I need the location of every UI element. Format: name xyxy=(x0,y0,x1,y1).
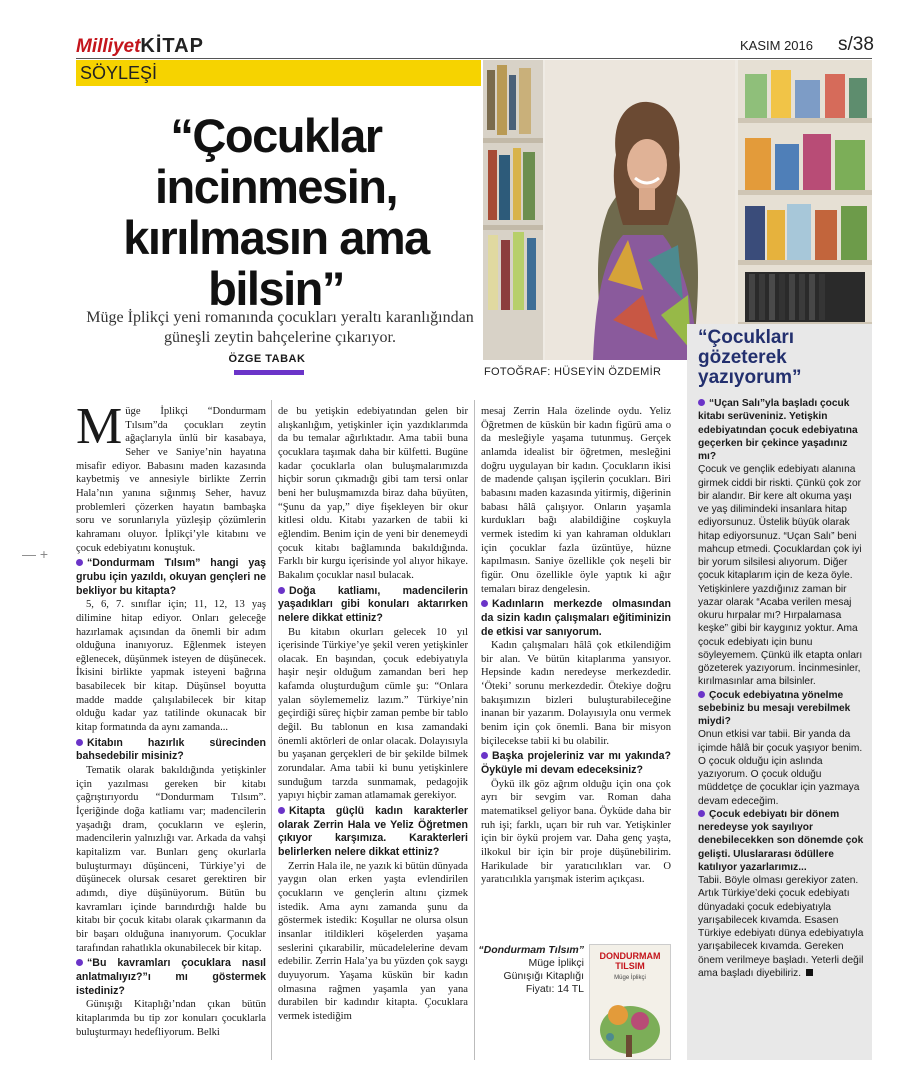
page-number: s/38 xyxy=(838,34,874,55)
answer: Tematik olarak bakıldığında yetişkinler için yazılması gereken bir kitabı çağrıştırıyordu “Dondurmam Tılsım”. İçeriğinde doğa katliamı var; madencilerin yaşadığı dram, çocukların ve eşlerin, madencilerin yalnızlığı var. Arkada da vahşi kapitalizm var. Bunları genç okurlarla buluşturmayı düşünceni, Türkiye’yi de düşünecek olursak cesaret gerektiren bir adımdı, diye düşünüyorum. Bütün bu kavramları içinde barındırdığı halde bu kitabı bir çocuk kitabı olarak çıkarmanın da bir başarı olduğuna inanıyorum. Çocuklar tarafından rahatlıkla okunabilecek bir kitap. xyxy=(76,765,266,954)
sidebar-question: Çocuk edebiyatı bir dönem neredeyse yok sayılıyor denebilecekken son dönemde çok gelişti. Uluslararası ödüllere katılıyor yazarlarımız... xyxy=(698,808,864,873)
brand-milliyet: Milliyet xyxy=(76,36,141,57)
brand-kitap: KİTAP xyxy=(140,35,204,57)
crop-mark: — + xyxy=(22,546,49,562)
bullet-dot-icon xyxy=(698,810,705,817)
section-label: SÖYLEŞİ xyxy=(76,60,481,86)
bookshelf-photo-illustration xyxy=(483,60,872,360)
bullet-dot-icon xyxy=(698,691,705,698)
question: “Dondurmam Tılsım” hangi yaş grubu için yazıldı, okuyan gençleri ne bekliyor bu kitapta? xyxy=(76,557,266,597)
end-mark-icon xyxy=(806,969,813,976)
bullet-dot-icon xyxy=(76,559,83,566)
question: Başka projeleriniz var mı yakında? Öyküyle mi devam edeceksiniz? xyxy=(481,750,671,777)
book-caption-title: “Dondurmam Tılsım” xyxy=(478,944,584,956)
bullet-dot-icon xyxy=(481,752,488,759)
author-underline xyxy=(234,370,304,375)
sidebar-answer: Onun etkisi var tabii. Bir yanda da içimde hâlâ bir çocuk yaşıyor benim. O çocuk olduğu için aslında yazıyorum. O çocuk olduğu müddetçe de çocuklar için yazmaya devam edeceğim. xyxy=(698,729,863,807)
header-rule xyxy=(76,58,872,59)
book-caption-author: Müge İplikçi xyxy=(528,957,584,969)
bullet-dot-icon xyxy=(481,600,488,607)
column-rule xyxy=(271,400,272,1060)
article-column-1 xyxy=(76,398,266,1039)
answer: Zerrin Hala ile, ne yazık ki bütün dünyada yaygın olan erken yaşta evlendirilen çocukların ve gençlerin altını çizmek istedik. Ama aynı zamanda şunu da göstermek istedik: Koşullar ne olursa olsun insanlar itildikleri köşelerden yaşama seslerini çıkarabilir, mücadelelerine devam edebilir. Zerrin Hala’ya bu yüzden çok saygı duyuyorum. Yaşama küskün bir kadın olmasına rağmen yaşamla yan yana durabilen bir kadındır kitapta. Çocuklara vermek istediğim xyxy=(278,860,468,1022)
question: Kitabın hazırlık sürecinden bahsedebilir misiniz? xyxy=(76,736,266,763)
drop-cap: M xyxy=(76,398,123,455)
bullet-dot-icon xyxy=(698,399,705,406)
issue-date: KASIM 2016 xyxy=(740,38,813,53)
deck: Müge İplikçi yeni romanında çocukları yeraltı karanlığından güneşli zeytin bahçelerine çıkarıyor. xyxy=(86,309,474,346)
author-byline: ÖZGE TABAK xyxy=(228,353,306,365)
question: Kadınların merkezde olmasından da sizin kadın çalışmaları eğitiminizin de etkisi var sanıyorum. xyxy=(481,598,671,638)
book-caption-price: Fiyatı: 14 TL xyxy=(525,983,584,995)
question: Kitapta güçlü kadın karakterler olarak Zerrin Hala ve Yeliz Öğretmen çıkıyor karşımıza. Karakterleri belirlerken nelere dikkat ettiniz? xyxy=(278,805,468,858)
answer: Öykü ilk göz ağrım olduğu için ona çok ayrı bir sevgim var. Roman daha matematiksel geliyor bana. Öyküde daha bir ruh işi; farklı, uçarı bir ruh var. Yetişkinler için bir öykü projem var. Daha genç yaşta, ilkokul bir için bir proje düşünebilirim. Harikulade bir yaratıcılıkları var. O yaratıcılıkla yarışmak isterim açıkçası. xyxy=(481,778,671,886)
sidebar-title: “Çocukları gözeterek yazıyorum” xyxy=(698,327,802,388)
sidebar-body xyxy=(698,397,865,980)
brand-logo xyxy=(76,36,204,57)
book-cover xyxy=(589,944,671,1060)
article-column-2 xyxy=(278,405,468,1024)
photo-credit: FOTOĞRAF: HÜSEYİN ÖZDEMİR xyxy=(484,366,662,378)
article-column-3 xyxy=(481,405,671,887)
sidebar-question: Çocuk edebiyatına yönelme sebebiniz bu mesajı verebilmek miydi? xyxy=(698,689,851,727)
intro-paragraph: Müge İplikçi “Dondurmam Tılsım”da çocukları zeytin ağaçlarıyla ünlü bir kasabaya, Seher ve Saniye’nin hayatına misafir ediyor. Babasını maden kazasında kaybetmiş ve annesiyle birlikte Zerrin Hala’nın yanına sığınmış Seher, havuz problemleri çözerken hayatın bambaşka soru ve sorunlarıyla yüzleşip çözümlerin kahramanı oluyor. İplikçi’yle kitabını ve çocuk edebiyatını konuştuk. xyxy=(76,398,266,554)
book-cover-illustration xyxy=(590,985,670,1059)
headline: “Çocuklar incinmesin, kırılmasın ama bilsin” xyxy=(123,109,429,315)
bullet-dot-icon xyxy=(76,959,83,966)
author-photo xyxy=(483,60,872,360)
sidebar-answer: Tabii. Böyle olması gerekiyor zaten. Artık Türkiye’deki çocuk edebiyatı dünyadaki çocuk edebiyatıyla yarışabilecek kıvamda. Esasen Türkiye edebiyatı dünya edebiyatıyla yarışabilecek kıvamda. Gereken önem verilmeye başladı. Yeterli değil ama başladı diyebiliriz. xyxy=(698,875,864,979)
question: Doğa katliamı, madencilerin yaşadıkları gibi konuları aktarırken nelere dikkat ettiniz? xyxy=(278,584,468,624)
bullet-dot-icon xyxy=(278,807,285,814)
answer-continued: de bu yetişkin edebiyatından gelen bir alışkanlığım, yetişkinler için yazdıklarımda da bu temalar ağırlıktadır. Ama tabii buna çocuklara taşımak daha bir külfetti. Bugüne kadar çocuklarla olan buluşmalarımızda hiçbir sorun çıkmadığı gibi tam tersi onlar beni her buluşmamızda biraz daha büyüten, “Şunu da yap,” diye fişekleyen bir okur kitlesi oldu. Kitabı yazarken de tabii ki eğlendim. Benim için de yeni bir denemeydi çocuk kitabı bağlamında bakıldığında. Farklı bir kurgu içerisinde yol alıyor hikaye. Bakalım çocuklar nasıl bulacak. xyxy=(278,406,468,581)
sidebar-question: “Uçan Salı”yla başladı çocuk kitabı serüveniniz. Yetişkin edebiyatından çocuk edebiyatına geçerken bir çekince yaşadınız mı? xyxy=(698,398,858,462)
book-cover-author: Müge İplikçi xyxy=(614,975,646,981)
answer-continued: mesaj Zerrin Hala özelinde oydu. Yeliz Öğretmen de küskün bir kadın figürü ama o da mesleğiyle yaşama tutunmuş. Gerçek anlamda idealist bir öğretmen, mesleğini doğru uygulayan bir kadın. Çocukların ikisi de madende çalışan işçilerin çocukları. Biri babasını maden kazasında yitirmiş, diğerinin babası hâlâ çalışıyor. Onların yaşamla kurdukları bağı alabildiğine coşkuyla vermek istedim ki yan kahraman oldukları için çocuklar fazla üzüntüye, hüzne kapılmasın. Saniye özellikle çok neşeli bir figür. Onu özellikle öyle yaptık ki ağır temaları biraz dengelesin. xyxy=(481,406,671,595)
question: “Bu kavramları çocuklara nasıl anlatmalıyız?”ı mı göstermek istediniz? xyxy=(76,957,266,997)
answer: Bu kitabın okurları gelecek 10 yıl içerisinde Türkiye’ye şekil veren yetişkinler olacak. En başından, çocuk edebiyatıyla haşir neşir olduğum zamandan beri hep kafamda oluşturduğum cümle şu: “Onlara yalan söylememeliz lazım.” Türkiye’nin geçirdiği süreç hiçbir zaman pembe bir tablo değil. Bu tablonun en kısa zamandaki önemli aktörleri de onlar olacak. Dolayısıyla bu yaşanan gerçekleri de bir şekilde bilmek zorundalar. Ama tabii ki bunu yetişkinlere sunduğum tarzda sunmamak, pedagojik yapıyı hiçbir zaman atlamamak gerekiyor. xyxy=(278,626,468,802)
book-caption-publisher: Günışığı Kitaplığı xyxy=(503,970,584,982)
sidebar-answer: Çocuk ve gençlik edebiyatı alanına girmek ciddi bir riskti. Çünkü çok zor bir alandır. Bir kere alt okuma yaşı ve yaş dilimindeki insanlara hitap ediyorsunuz. Üstelik büyük olarak hitap ediyorsunuz. “Uçan Salı” beni mahcup etmedi. Çocuklardan çok iyi bir yorum silsilesi alıyorum. Diğer çocuk kitaplarım için de keza öyle. Yetişkinlere yazdığınız zaman bir yazar olarak “Acaba verilen mesaj okuru hırpalar mı? Hırpalamasa keşke” gibi bir kaygınız yoktur. Ama çocuk edebiyatı için bunu söyleyemem. Çünkü ilk etapta onları gözeterek yazıyorum. İncinmesinler, kırılmasınlar ama bilsinler. xyxy=(698,464,863,688)
answer: Günışığı Kitaplığı’ndan çıkan bütün kitaplarımda bu tip zor konuları çocuklarla buluşturmayı hedefliyorum. Belki xyxy=(76,999,266,1038)
bullet-dot-icon xyxy=(278,587,285,594)
book-caption xyxy=(470,944,584,996)
answer: Kadın çalışmaları hâlâ çok etkilendiğim bir alan. Ve bütün kitaplarıma yansıyor. Hepsinde kadın neredeyse merkezdedir. ‘Öteki’ sorunu merkezdedir. Ötekiye doğru bakışımızın bizleri buluşturabileceğine inanan bir yazarım. Dolayısıyla onu vermek benim için çok önemli. Bana bir misyon biçilecekse tabii ki bu olabilir. xyxy=(481,640,671,747)
bullet-dot-icon xyxy=(76,739,83,746)
answer: 5, 6, 7. sınıflar için; 11, 12, 13 yaş dilimine hitap ediyor. Onları geleceğe hazırlamak açısından da önemli bir adım olduğuna inanıyoruz. Eğlenmek isteyen eğlenecek, düşünmek isteyen de düşünecek. İkisini birlikte yapmak isteyeni bağrına basabilecek bir kitap. Düşünsel boyutta madde madde çalışılabilecek bir kitap olduğu kadar yaz tatilinde okunacak bir kitap formatında da aynı zamanda... xyxy=(76,599,266,734)
book-cover-title: DONDURMAM TILSIM xyxy=(599,951,661,971)
